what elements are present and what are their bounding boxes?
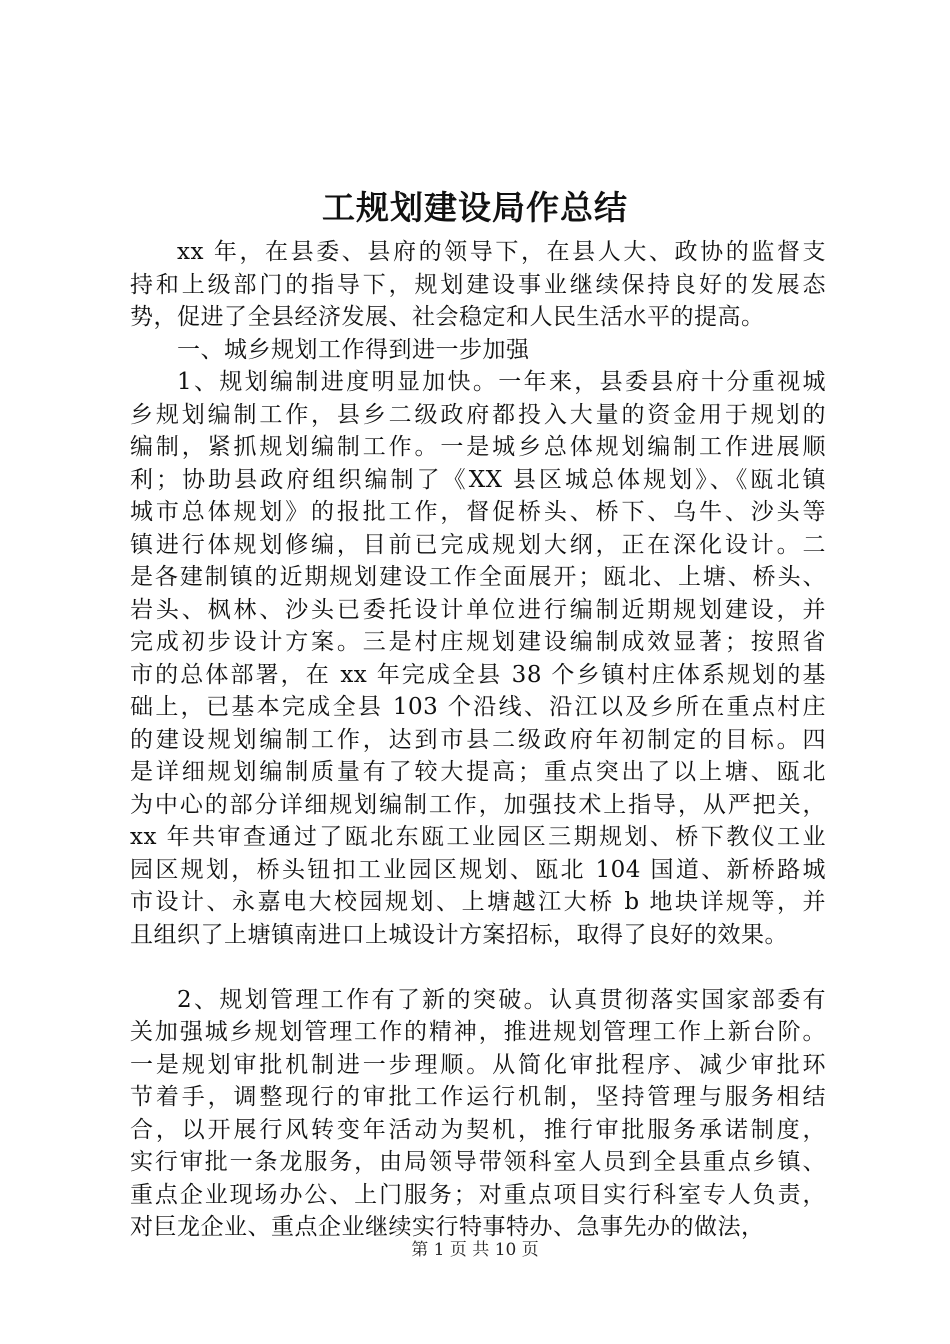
body-line: 是各建制镇的近期规划建设工作全面展开；瓯北、上塘、桥头、: [130, 564, 826, 590]
body-line: 一是规划审批机制进一步理顺。从简化审批程序、减少审批环: [130, 1051, 826, 1078]
body-line: 2、规划管理工作有了新的突破。认真贯彻落实国家部委有: [177, 986, 826, 1013]
body-line: 持和上级部门的指导下，规划建设事业继续保持良好的发展态: [130, 271, 826, 298]
body-line: 重点企业现场办公、上门服务；对重点项目实行科室专人负责，: [130, 1181, 826, 1208]
body-line: 础上，已基本完成全县 103 个沿线、沿江以及乡所在重点村庄: [130, 694, 826, 720]
body-line: 合，以开展行风转变年活动为契机，推行审批服务承诺制度，: [130, 1116, 826, 1143]
document-body: [130, 236, 826, 1244]
body-line: 编制，紧抓规划编制工作。一是城乡总体规划编制工作进展顺: [130, 434, 826, 460]
body-line: 为中心的部分详细规划编制工作，加强技术上指导，从严把关，: [130, 791, 826, 818]
body-line: 节着手，调整现行的审批工作运行机制，坚持管理与服务相结: [130, 1084, 826, 1110]
body-line: 1、规划编制进度明显加快。一年来，县委县府十分重视城: [177, 369, 826, 395]
body-line: 城市总体规划》的报批工作，督促桥头、桥下、乌牛、沙头等: [130, 499, 826, 525]
body-line: 完成初步设计方案。三是村庄规划建设编制成效显著；按照省: [130, 629, 826, 655]
section-heading: 一、城乡规划工作得到进一步加强: [177, 336, 530, 363]
body-line: 市的总体部署，在 xx 年完成全县 38 个乡镇村庄体系规划的基: [130, 661, 826, 688]
body-line: 市设计、永嘉电大校园规划、上塘越江大桥 b 地块详规等，并: [130, 889, 826, 915]
paragraph-gap: [130, 951, 826, 984]
body-line: 势，促进了全县经济发展、社会稳定和人民生活水平的提高。: [130, 304, 765, 330]
body-line: 利；协助县政府组织编制了《XX 县区城总体规划》、《瓯北镇: [130, 466, 826, 493]
document-title: 工规划建设局作总结: [322, 188, 628, 227]
body-line: 镇进行体规划修编，目前已完成规划大纲，正在深化设计。二: [130, 531, 826, 558]
body-line: 园区规划，桥头钮扣工业园区规划、瓯北 104 国道、新桥路城: [130, 856, 826, 883]
body-line: 乡规划编制工作，县乡二级政府都投入大量的资金用于规划的: [130, 401, 826, 428]
page-footer: 第 1 页 共 10 页: [411, 1240, 539, 1260]
body-line: xx 年共审查通过了瓯北东瓯工业园区三期规划、桥下教仪工业: [130, 824, 826, 850]
body-line: 的建设规划编制工作，达到市县二级政府年初制定的目标。四: [130, 726, 826, 753]
body-line: 且组织了上塘镇南进口上城设计方案招标，取得了良好的效果。: [130, 921, 788, 948]
body-line: 对巨龙企业、重点企业继续实行特事特办、急事先办的做法，: [130, 1214, 765, 1240]
body-line: xx 年，在县委、县府的领导下，在县人大、政协的监督支: [177, 239, 826, 265]
body-line: 岩头、枫林、沙头已委托设计单位进行编制近期规划建设，并: [130, 596, 826, 623]
body-line: 关加强城乡规划管理工作的精神，推进规划管理工作上新台阶。: [130, 1019, 826, 1045]
body-line: 是详细规划编制质量有了较大提高；重点突出了以上塘、瓯北: [130, 759, 826, 785]
body-line: 实行审批一条龙服务，由局领导带领科室人员到全县重点乡镇、: [130, 1149, 826, 1175]
